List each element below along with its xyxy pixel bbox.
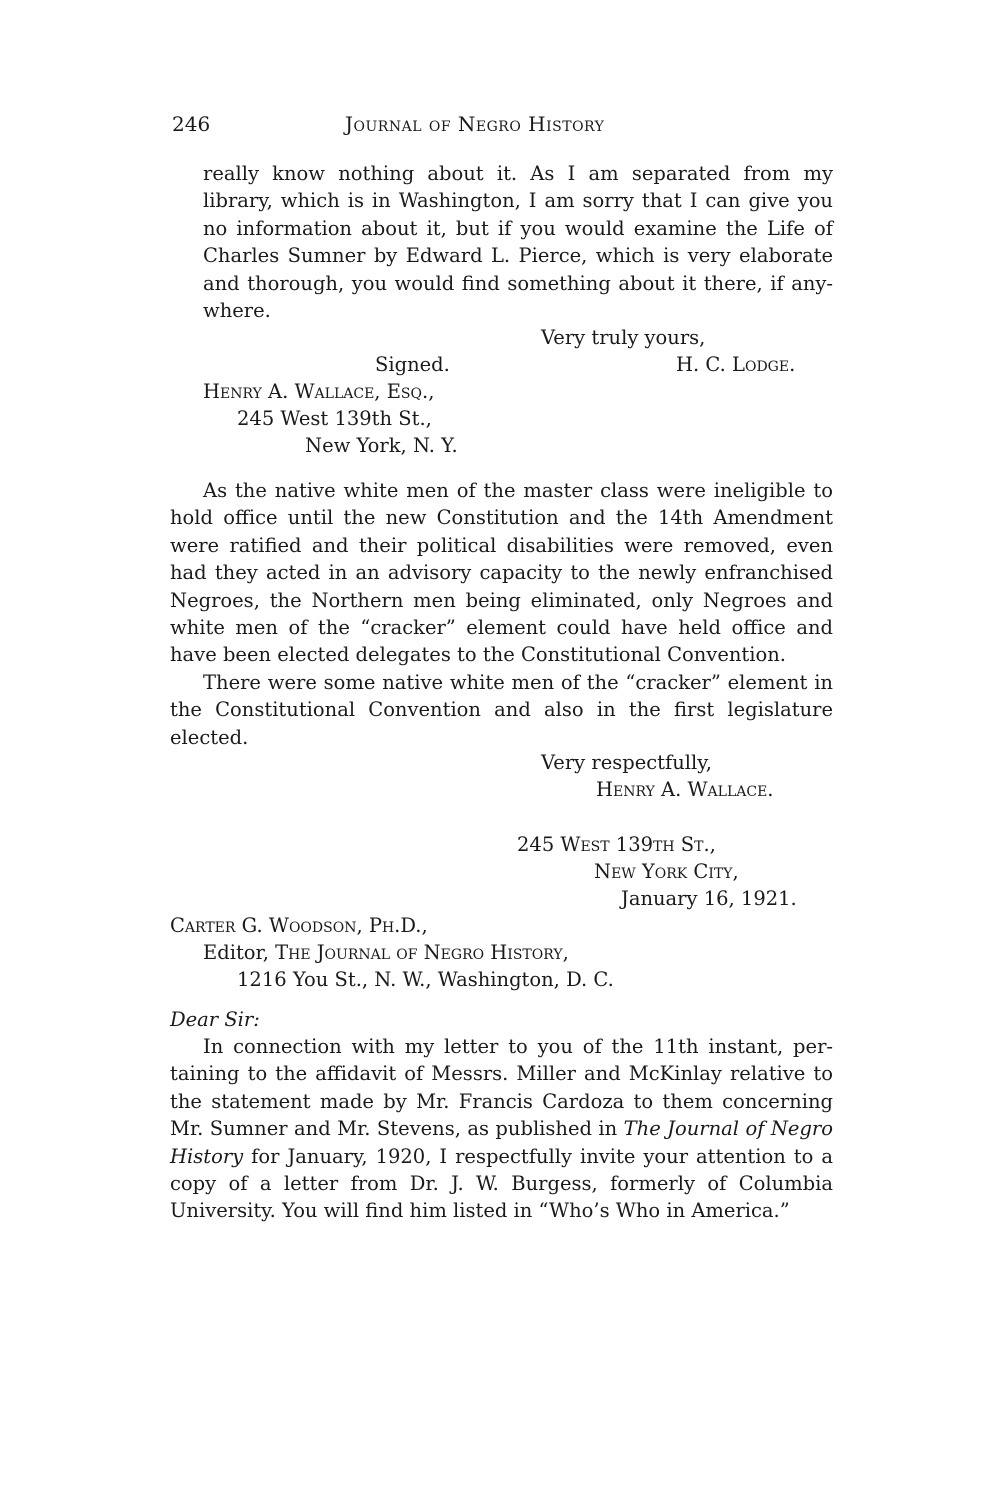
lodge-letter-signature: H. C. Lodge.: [676, 353, 796, 376]
recipient-name: Carter G. Woodson, Ph.D.,: [170, 914, 428, 937]
running-head-title: Journal of Negro History: [345, 112, 605, 136]
lodge-letter-paragraph: really know nothing about it. As I am separated from my library, which is in Washington, I am sorry that I can give you no information about it, but if you would examine the Life of Charles Sumner by Edward L. Pierce, which is very elaborate and thorough, you would find something about it there, if anywhere.: [203, 162, 833, 323]
lodge-addressee-city: New York, N. Y.: [305, 434, 458, 457]
wallace-commentary: [170, 477, 833, 751]
commentary-paragraph-1: As the native white men of the master class were ineligible to hold office until the new Constitution and the 14th Amendment were ratified and their political disabilities were removed, even had they acted in an advisory capacity to the newly enfranchised Negroes, the Northern men being eliminated, only Negroes and white men of the “cracker” element could have held office and have been elected delegates to the Constitutional Convention.: [170, 479, 833, 667]
recipient-title-prefix: Editor,: [203, 941, 276, 964]
body-part-1: In connection with my letter to you of the 11th instant, pertaining to the affidavit of Messrs. Miller and McKinlay relative to the statement made by Mr. Francis Cardoza to them concerning Mr. Sumner and Mr. Stevens, as published in: [170, 1035, 833, 1141]
salutation-text: Dear Sir:: [170, 1008, 260, 1031]
commentary-closing: Very respectfully,: [541, 751, 712, 774]
lodge-letter-signed: Signed.: [375, 353, 450, 376]
lodge-addressee-street: 245 West 139th St.,: [237, 407, 432, 430]
second-letter-body: [170, 1033, 833, 1225]
body-journal-title: The Journal of Negro History: [170, 1117, 833, 1168]
lodge-letter-closing: Very truly yours,: [541, 326, 706, 349]
commentary-signature: Henry A. Wallace.: [596, 778, 774, 801]
commentary-paragraph-2: There were some native white men of the “cracker” element in the Constitutional Convention and also in the first legislature elected.: [170, 670, 833, 749]
lodge-letter-body: [203, 160, 833, 324]
sender-city: New York City,: [594, 860, 739, 883]
salutation: [170, 1006, 260, 1033]
sender-street: 245 West 139th St.,: [517, 833, 716, 856]
recipient-title-journal: The Journal of Negro History,: [275, 941, 569, 964]
page-number: 246: [172, 112, 211, 136]
lodge-addressee-name: Henry A. Wallace, Esq.,: [203, 380, 435, 403]
recipient-title: [203, 939, 569, 966]
second-letter-paragraph: [170, 1033, 833, 1225]
letter-date: January 16, 1921.: [621, 887, 797, 910]
body-part-2: for January, 1920, I respectfully invite your attention to a copy of a letter from Dr. J. W. Burgess, formerly of Columbia University. You will find him listed in “Who’s Who in America.”: [170, 1144, 833, 1223]
recipient-address: 1216 You St., N. W., Washington, D. C.: [237, 968, 614, 991]
